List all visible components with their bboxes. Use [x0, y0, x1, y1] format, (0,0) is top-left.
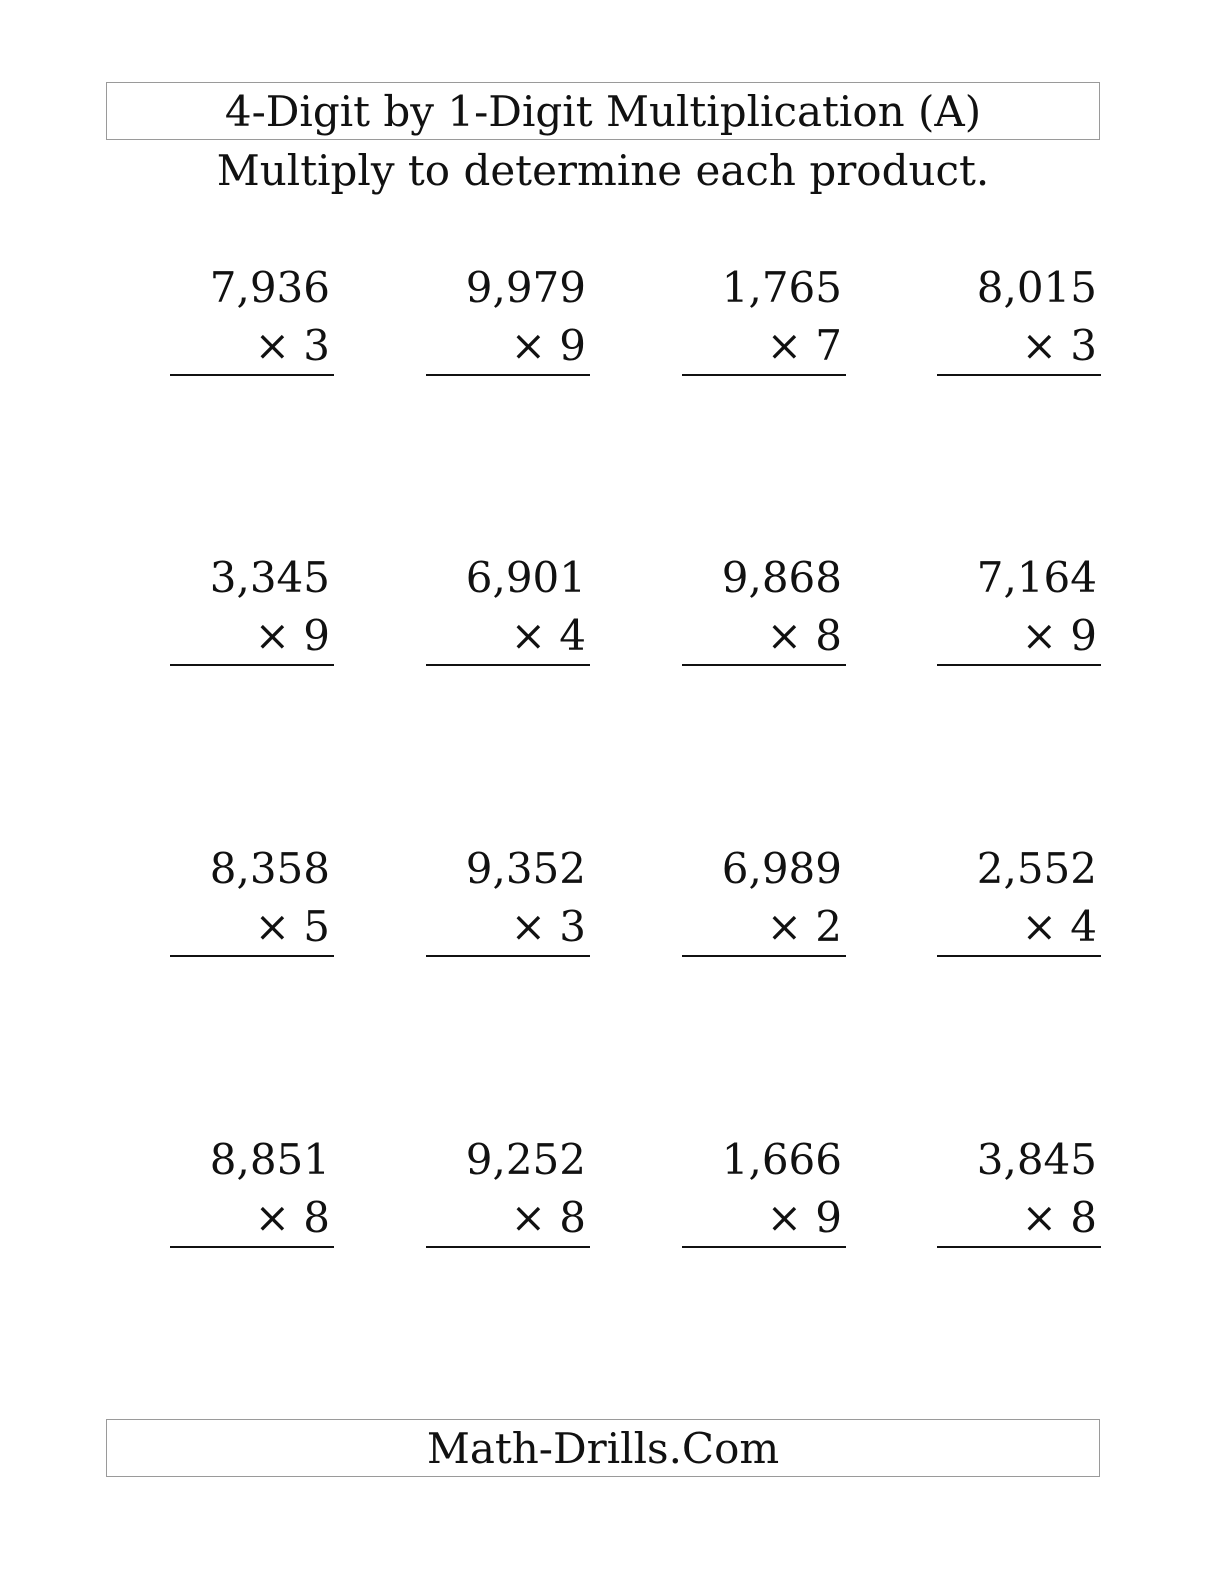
- worksheet-instructions: Multiply to determine each product.: [216, 146, 990, 195]
- multiplicand: 7,164: [976, 553, 1097, 602]
- problem: [170, 841, 334, 961]
- answer-line: [682, 1246, 846, 1248]
- answer-line: [170, 1246, 334, 1248]
- multiplier: × 8: [254, 1193, 330, 1242]
- answer-line: [170, 955, 334, 957]
- answer-line: [682, 955, 846, 957]
- multiplier: × 9: [1021, 611, 1097, 660]
- multiplier: × 4: [510, 611, 586, 660]
- problem: [937, 841, 1101, 961]
- problem: [682, 550, 846, 670]
- multiplier: × 9: [254, 611, 330, 660]
- answer-line: [426, 1246, 590, 1248]
- multiplicand: 9,868: [721, 553, 842, 602]
- problem: [170, 550, 334, 670]
- problem: [170, 1132, 334, 1252]
- multiplicand: 9,979: [465, 263, 586, 312]
- multiplicand: 1,765: [721, 263, 842, 312]
- worksheet-title: 4-Digit by 1-Digit Multiplication (A): [224, 87, 982, 136]
- multiplicand: 9,352: [465, 844, 586, 893]
- answer-line: [682, 374, 846, 376]
- multiplicand: 6,989: [721, 844, 842, 893]
- multiplicand: 9,252: [465, 1135, 586, 1184]
- multiplier: × 3: [1021, 321, 1097, 370]
- multiplier: × 8: [1021, 1193, 1097, 1242]
- multiplier: × 9: [510, 321, 586, 370]
- multiplicand: 7,936: [209, 263, 330, 312]
- answer-line: [937, 374, 1101, 376]
- answer-line: [426, 664, 590, 666]
- answer-line: [426, 955, 590, 957]
- multiplier: × 3: [510, 902, 586, 951]
- answer-line: [937, 664, 1101, 666]
- answer-line: [937, 955, 1101, 957]
- multiplicand: 8,015: [976, 263, 1097, 312]
- multiplier: × 4: [1021, 902, 1097, 951]
- multiplier: × 3: [254, 321, 330, 370]
- multiplier: × 2: [766, 902, 842, 951]
- problem: [426, 841, 590, 961]
- problem: [682, 260, 846, 380]
- answer-line: [426, 374, 590, 376]
- multiplier: × 8: [510, 1193, 586, 1242]
- answer-line: [937, 1246, 1101, 1248]
- multiplier: × 7: [766, 321, 842, 370]
- problem: [937, 1132, 1101, 1252]
- problem: [937, 260, 1101, 380]
- multiplicand: 8,358: [209, 844, 330, 893]
- multiplicand: 3,845: [976, 1135, 1097, 1184]
- multiplicand: 8,851: [209, 1135, 330, 1184]
- problem: [426, 260, 590, 380]
- footer-site-name: Math-Drills.Com: [426, 1424, 780, 1473]
- answer-line: [682, 664, 846, 666]
- problem: [426, 1132, 590, 1252]
- multiplier: × 5: [254, 902, 330, 951]
- multiplicand: 6,901: [465, 553, 586, 602]
- multiplier: × 9: [766, 1193, 842, 1242]
- problem: [682, 841, 846, 961]
- answer-line: [170, 664, 334, 666]
- problem: [937, 550, 1101, 670]
- problem: [170, 260, 334, 380]
- problem: [682, 1132, 846, 1252]
- multiplier: × 8: [766, 611, 842, 660]
- answer-line: [170, 374, 334, 376]
- problem: [426, 550, 590, 670]
- multiplicand: 3,345: [209, 553, 330, 602]
- multiplicand: 1,666: [721, 1135, 842, 1184]
- multiplicand: 2,552: [976, 844, 1097, 893]
